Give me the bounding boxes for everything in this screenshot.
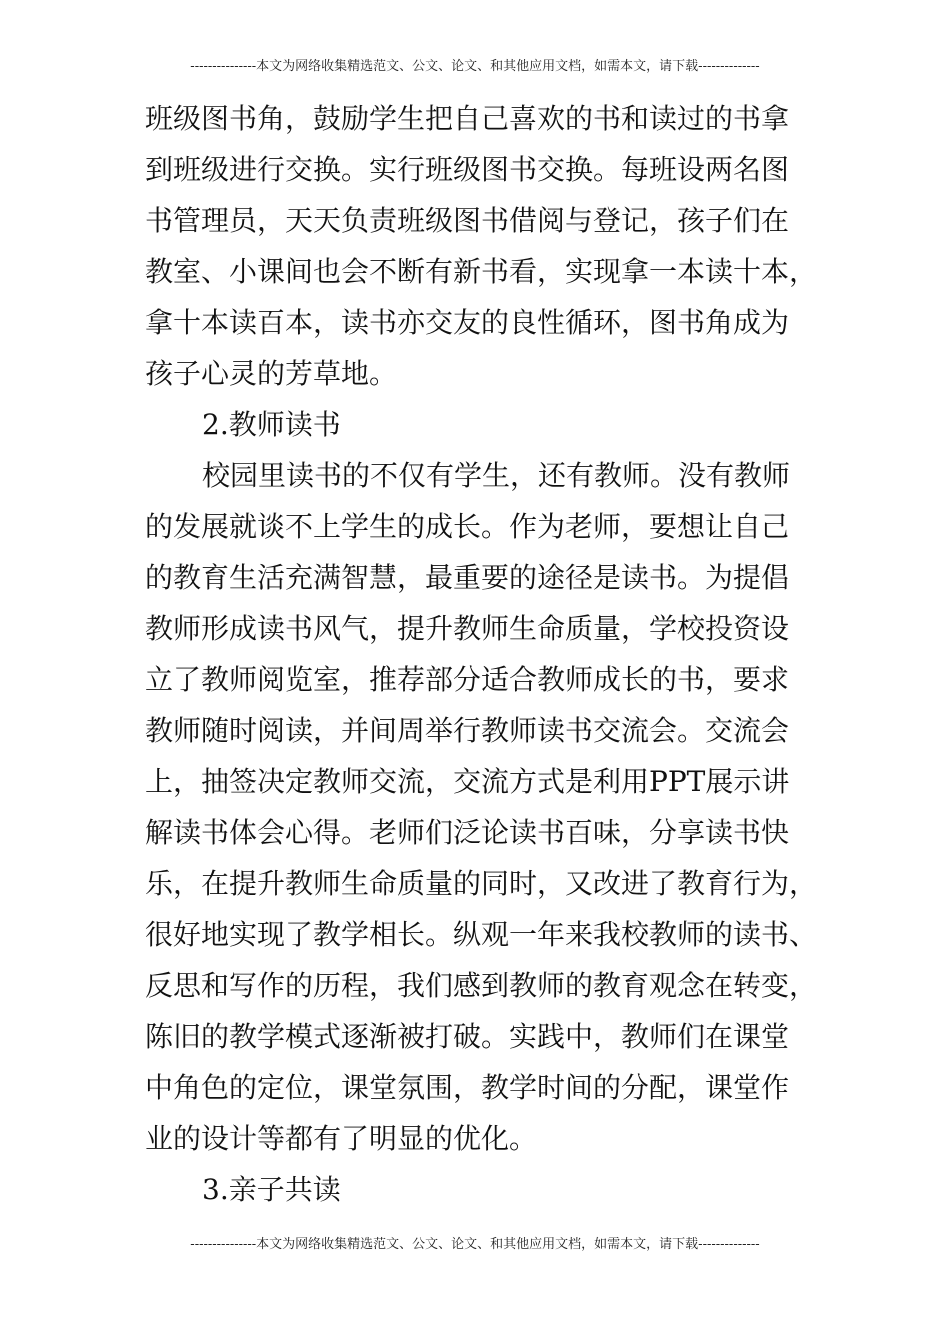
document-body	[145, 93, 818, 1215]
page-footer: ---------------本文为网络收集精选范文、公文、论文、和其他应用文档，如需本文，请下载--------------	[190, 1237, 760, 1252]
text-line: 陈旧的教学模式逐渐被打破。实践中，教师们在课堂	[145, 1020, 790, 1053]
text-line: 的教育生活充满智慧，最重要的途径是读书。为提倡	[145, 561, 790, 594]
text-line: 上，抽签决定教师交流，交流方式是利用PPT展示讲	[145, 765, 790, 798]
text-line: 中角色的定位，课堂氛围，教学时间的分配，课堂作	[145, 1071, 790, 1104]
page-header: ---------------本文为网络收集精选范文、公文、论文、和其他应用文档，如需本文，请下载--------------	[190, 59, 760, 74]
text-line: 孩子心灵的芳草地。	[145, 357, 398, 390]
section-heading: 2.教师读书	[202, 408, 341, 441]
text-line: 反思和写作的历程，我们感到教师的教育观念在转变，	[145, 969, 818, 1002]
paragraph-first-line: 校园里读书的不仅有学生，还有教师。没有教师	[202, 459, 791, 492]
text-line: 业的设计等都有了明显的优化。	[145, 1122, 538, 1155]
text-line: 的发展就谈不上学生的成长。作为老师，要想让自己	[145, 510, 790, 543]
text-line: 解读书体会心得。老师们泛论读书百味，分享读书快	[145, 816, 790, 849]
text-line: 到班级进行交换。实行班级图书交换。每班设两名图	[145, 153, 790, 186]
text-line: 教师随时阅读，并间周举行教师读书交流会。交流会	[145, 714, 790, 747]
text-line: 教师形成读书风气，提升教师生命质量，学校投资设	[145, 612, 790, 645]
section-heading: 3.亲子共读	[202, 1173, 341, 1206]
text-line: 拿十本读百本，读书亦交友的良性循环，图书角成为	[145, 306, 790, 339]
text-line: 教室、小课间也会不断有新书看，实现拿一本读十本，	[145, 255, 818, 288]
text-line: 乐，在提升教师生命质量的同时，又改进了教育行为，	[145, 867, 818, 900]
text-line: 很好地实现了教学相长。纵观一年来我校教师的读书、	[145, 918, 818, 951]
text-line: 班级图书角，鼓励学生把自己喜欢的书和读过的书拿	[145, 102, 790, 135]
text-line: 书管理员，天天负责班级图书借阅与登记，孩子们在	[145, 204, 790, 237]
text-line: 立了教师阅览室，推荐部分适合教师成长的书，要求	[145, 663, 790, 696]
